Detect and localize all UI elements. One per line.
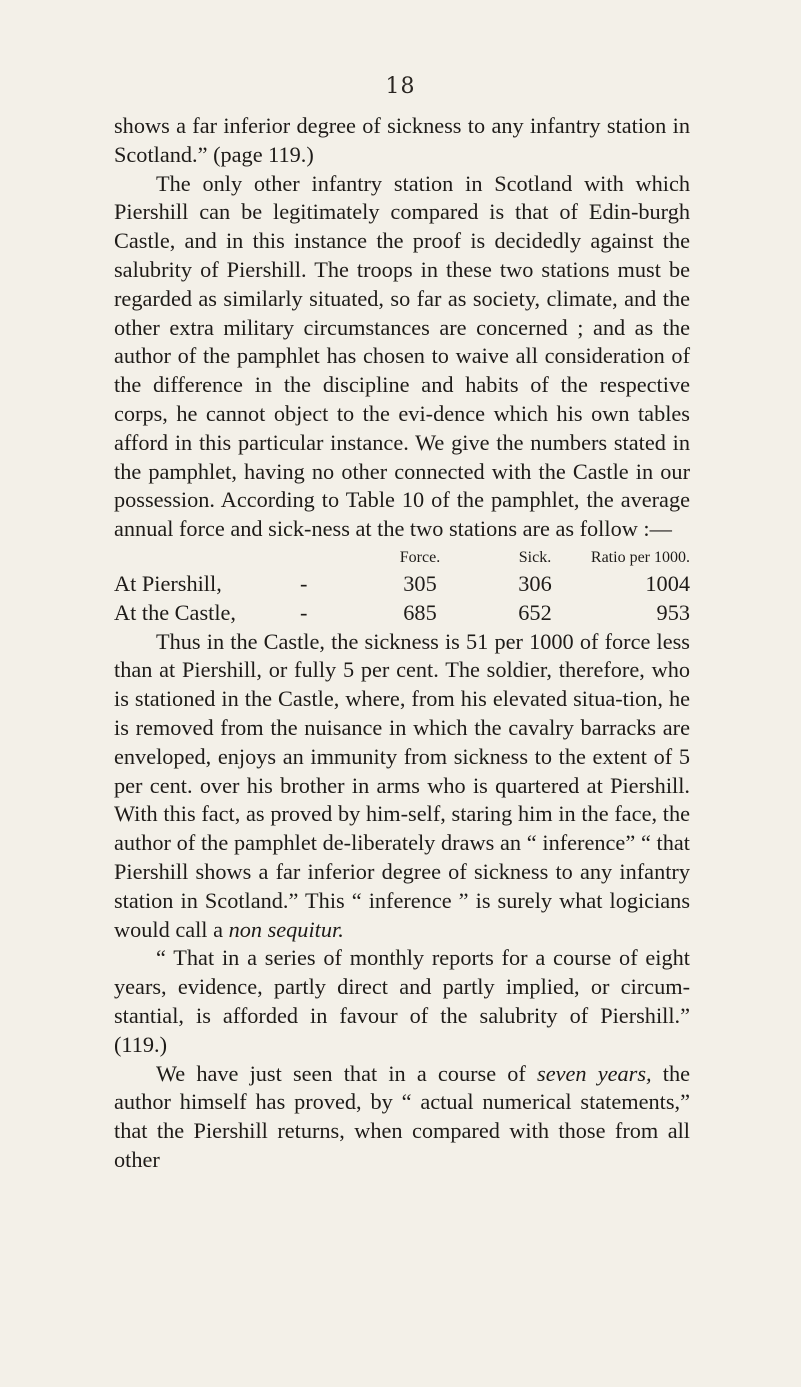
- table-header-blank: [114, 548, 300, 570]
- page-number: 18: [385, 74, 416, 99]
- table-header-sick: Sick.: [518, 548, 552, 566]
- paragraph-4: “ That in a series of monthly reports for a course of eight years, evidence, partly direct and partly implied, or circum-stantial, is afforded in favour of the salubrity of Piershill.” (119.): [114, 945, 690, 1057]
- paragraph-3-italic: non sequitur.: [228, 916, 344, 942]
- table-header-ratio: Ratio per 1000.: [590, 548, 690, 566]
- paragraph-5-italic: seven years,: [537, 1060, 652, 1086]
- table-header-spacer: [300, 548, 360, 570]
- row-force: 685: [403, 599, 437, 625]
- paragraph-2: The only other infantry station in Scotland with which Piershill can be legitimately compared is that of Edin-burgh Castle, and in this instance the proof is decidedly against the salubrity of Piershill. The troops in these two stations must be regarded as similarly situated, so far as society, climate, and the other extra military circumstances are concerned ; and as the author of the pamphlet has chosen to waive all consideration of the difference in the discipline and habits of the respective corps, he cannot object to the evi-dence which his own tables afford in this particular instance. We give the numbers stated in the pamphlet, having no other connected with the Castle in our possession. According to Table 10 of the pamphlet, the average annual force and sick-ness at the two stations are as follow :—: [114, 170, 690, 542]
- row-dash: -: [300, 570, 308, 596]
- paragraph-5: [114, 1060, 690, 1175]
- paragraph-3: [114, 628, 690, 945]
- row-label: At the Castle,: [114, 599, 236, 625]
- row-sick: 652: [518, 599, 552, 625]
- table-row: [114, 570, 690, 599]
- statistics-table: [114, 548, 690, 628]
- paragraph-3-text: Thus in the Castle, the sickness is 51 per 1000 of force less than at Piershill, or fully 5 per cent. The soldier, therefore, who is stationed in the Castle, where, from his elevated situa-tion, he is removed from the nuisance in which the cavalry barracks are enveloped, enjoys an immunity from sickness to the extent of 5 per cent. over his brother in arms who is quartered at Piershill. With this fact, as proved by him-self, staring him in the face, the author of the pamphlet de-liberately draws an “ inference” “ that Piershill shows a far inferior degree of sickness to any infantry station in Scotland.” This “ inference ” is surely what logicians would call a: [114, 628, 690, 942]
- row-label: At Piershill,: [114, 570, 222, 596]
- row-force: 305: [403, 570, 437, 596]
- table-header-force: Force.: [399, 548, 441, 566]
- paragraph-5-start: We have just seen that in a course of: [156, 1060, 526, 1086]
- paragraph-1: shows a far inferior degree of sickness to any infantry station in Scotland.” (page 119.): [114, 113, 690, 167]
- paragraph-5-end: the author himself has proved, by “ actual numerical statements,” that the Piershill returns, when compared with those from all other: [114, 1060, 690, 1172]
- row-sick: 306: [518, 570, 552, 596]
- table-header-row: [114, 548, 690, 570]
- row-ratio: 953: [656, 599, 690, 625]
- table-row: [114, 599, 690, 628]
- row-dash: -: [300, 599, 308, 625]
- row-ratio: 1004: [645, 570, 690, 596]
- body-text: [114, 112, 690, 1175]
